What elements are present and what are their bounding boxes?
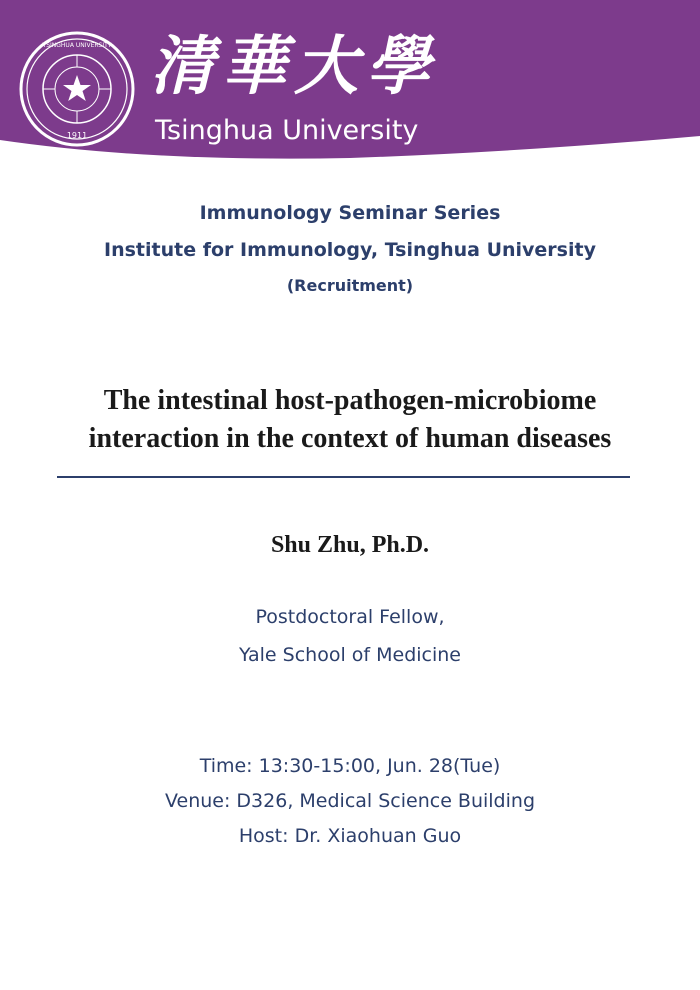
- logo-english-name: Tsinghua University: [155, 115, 419, 146]
- event-host: Host: Dr. Xiaohuan Guo: [238, 825, 462, 847]
- event-time: Time: 13:30-15:00, Jun. 28(Tue): [199, 755, 501, 777]
- series-title: Immunology Seminar Series: [199, 202, 501, 224]
- speaker-name: Shu Zhu, Ph.D.: [270, 532, 430, 558]
- talk-title-line-1: The intestinal host-pathogen-microbiome: [103, 385, 597, 416]
- seal-year: 1911: [66, 131, 88, 140]
- speaker-institution: Yale School of Medicine: [239, 644, 461, 666]
- logo-chinese-wordmark: 清華大學: [150, 29, 438, 104]
- talk-title-line-2: interaction in the context of human diseases: [88, 423, 612, 454]
- series-type: (Recruitment): [286, 276, 414, 295]
- talk-title: [40, 382, 660, 458]
- title-divider: [57, 476, 630, 478]
- speaker-position: Postdoctoral Fellow,: [255, 606, 445, 628]
- seal-ring-text: TSINGHUA UNIVERSITY: [42, 42, 112, 49]
- header-banner: [0, 0, 700, 170]
- series-institute: Institute for Immunology, Tsinghua University: [104, 239, 596, 261]
- event-venue: Venue: D326, Medical Science Building: [165, 790, 535, 812]
- tsinghua-seal-icon: [18, 30, 136, 148]
